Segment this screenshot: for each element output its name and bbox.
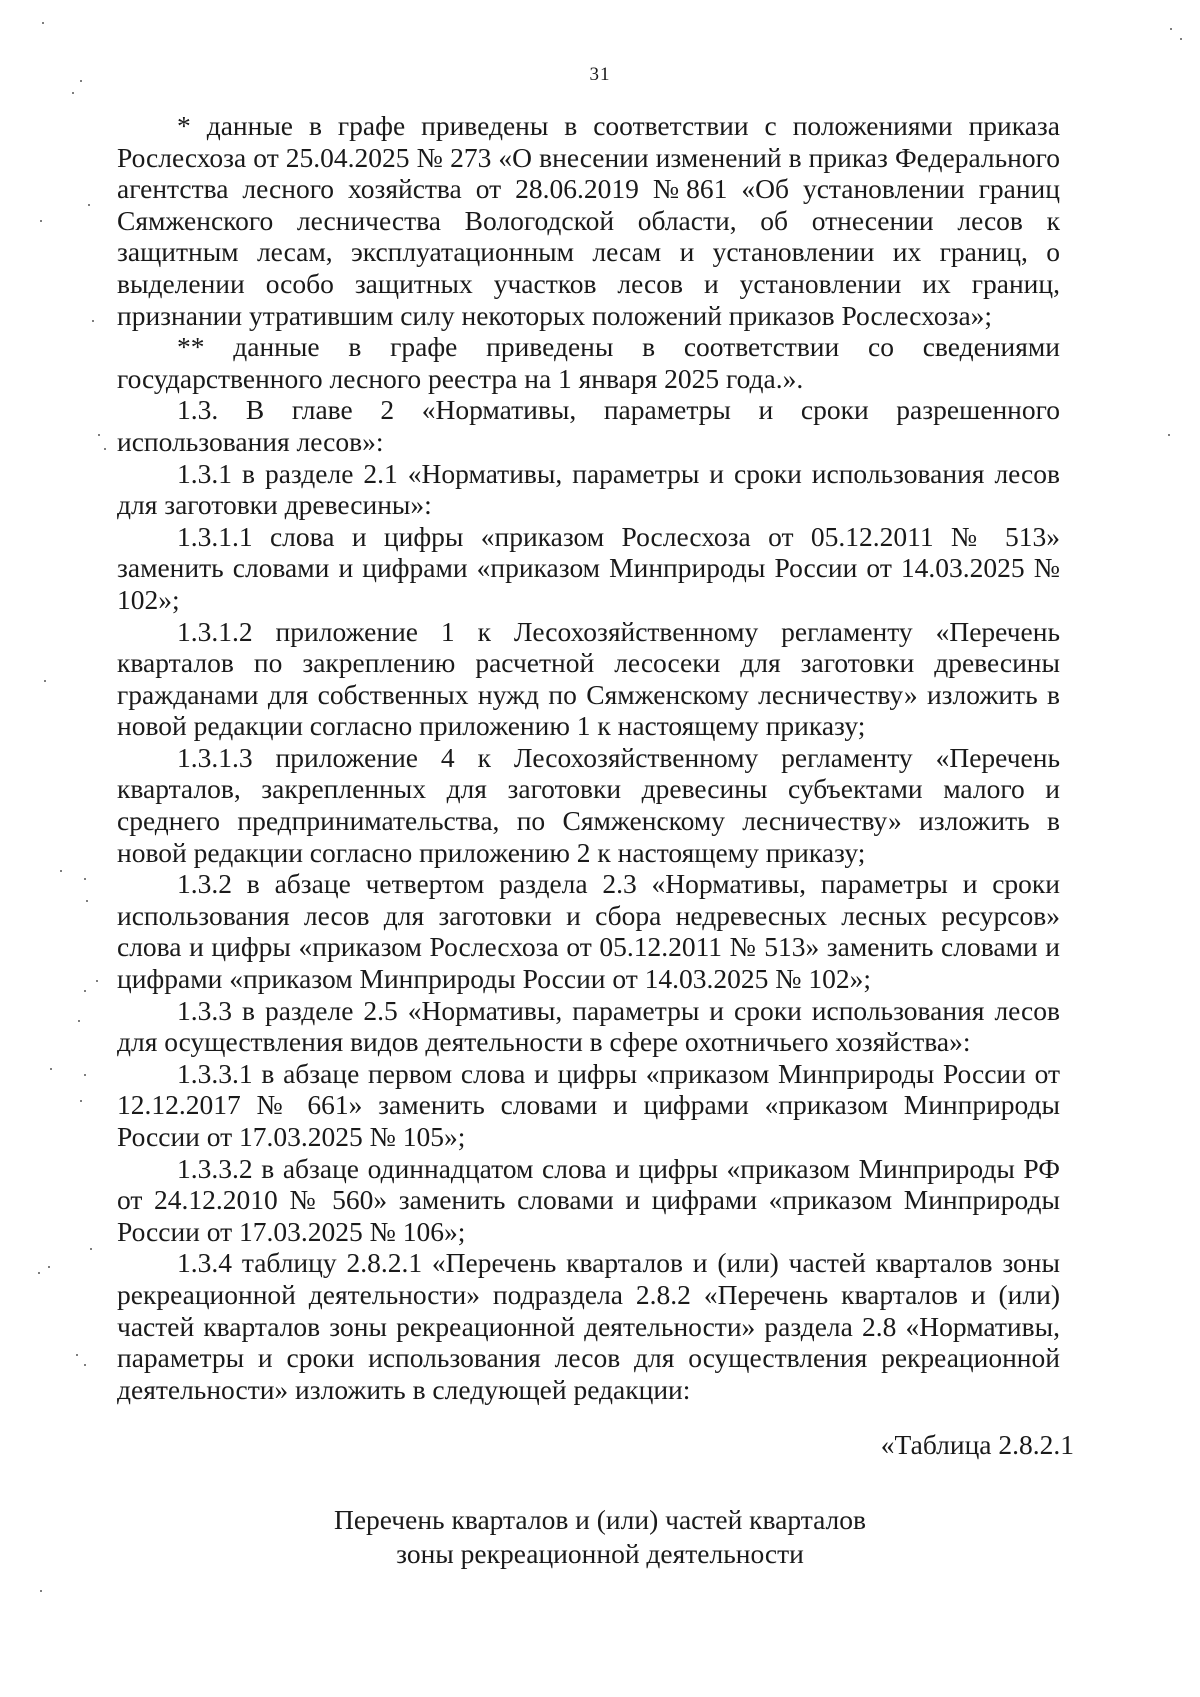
scan-speck (72, 92, 74, 94)
table-label: «Таблица 2.8.2.1 (880, 1429, 1074, 1460)
body-paragraph: 1.3.3.1 в абзаце первом слова и цифры «приказом Минприроды России от 12.12.2017 № 661» заменить словами и цифрами «приказом Минприроды России от 17.03.2025 № 105»; (117, 1057, 1060, 1152)
scan-speck (84, 1364, 86, 1366)
scan-speck (92, 320, 94, 322)
body-paragraph: 1.3.1.3 приложение 4 к Лесохозяйственному регламенту «Перечень кварталов, закрепленных для заготовки древесины субъектами малого и среднего предпринимательства, по Сямженскому лесничеству» изложить в новой редакции согласно приложению 2 к настоящему приказу; (117, 741, 1060, 868)
scan-speck (50, 1068, 52, 1070)
table-title-line: Перечень кварталов и (или) частей кварталов (333, 1504, 867, 1535)
scan-speck (40, 220, 42, 222)
body-paragraph: 1.3. В главе 2 «Нормативы, параметры и сроки разрешенного использования лесов»: (117, 394, 1060, 457)
scan-speck (44, 680, 46, 682)
document-body (117, 110, 1060, 1405)
table-title-line: зоны рекреационной деятельности (396, 1538, 804, 1569)
scan-speck (1180, 38, 1182, 40)
scan-speck (42, 22, 44, 24)
scan-speck (80, 80, 82, 82)
scan-speck (88, 204, 90, 206)
scan-speck (84, 990, 86, 992)
scan-speck (78, 1020, 80, 1022)
scan-speck (1170, 28, 1172, 30)
scan-speck (104, 448, 106, 450)
scan-speck (60, 870, 62, 872)
footnote-paragraph: ** данные в графе приведены в соответствии со сведениями государственного лесного реестра на 1 января 2025 года.». (117, 331, 1060, 394)
body-paragraph: 1.3.3 в разделе 2.5 «Нормативы, параметры и сроки использования лесов для осуществления видов деятельности в сфере охотничьего хозяйства»: (117, 994, 1060, 1058)
footnote-paragraph: * данные в графе приведены в соответствии с положениями приказа Рослесхоза от 25.04.2025 № 273 «О внесении изменений в приказ Федерального агентства лесного хозяйства от 28.06.2019 №861 «Об установлении границ Сямженского лесничества Вологодской области, об отнесении лесов к защитным лесам, эксплуатационным лесам и установлении их границ, о выделении особо защитных участков лесов и установлении их границ, признании утратившим силу некоторых положений приказов Рослесхоза»; (117, 110, 1060, 331)
scan-speck (48, 1266, 50, 1268)
scan-speck (96, 980, 98, 982)
scan-speck (84, 878, 86, 880)
body-paragraph: 1.3.1.2 приложение 1 к Лесохозяйственному регламенту «Перечень кварталов по закреплению расчетной лесосеки для заготовки древесины гражданами для собственных нужд по Сямженскому лесничеству» изложить в новой редакции согласно приложению 1 к настоящему приказу; (117, 615, 1060, 742)
table-title (0, 1503, 1200, 1571)
scan-speck (40, 1590, 42, 1592)
scan-speck (80, 1100, 82, 1102)
body-paragraph: 1.3.1.1 слова и цифры «приказом Рослесхоза от 05.12.2011 № 513» заменить словами и цифрами «приказом Минприроды России от 14.03.2025 № 102»; (117, 520, 1060, 615)
scan-speck (98, 434, 100, 436)
body-paragraph: 1.3.1 в разделе 2.1 «Нормативы, параметры и сроки использования лесов для заготовки древесины»: (117, 457, 1060, 521)
scan-speck (38, 1272, 40, 1274)
scan-speck (1168, 434, 1170, 436)
body-paragraph: 1.3.3.2 в абзаце одиннадцатом слова и цифры «приказом Минприроды РФ от 24.12.2010 № 560» заменить словами и цифрами «приказом Минприроды России от 17.03.2025 № 106»; (117, 1152, 1060, 1247)
body-paragraph: 1.3.2 в абзаце четвертом раздела 2.3 «Нормативы, параметры и сроки использования лесов для заготовки и сбора недревесных лесных ресурсов» слова и цифры «приказом Рослесхоза от 05.12.2011 № 513» заменить словами и цифрами «приказом Минприроды России от 14.03.2025 № 102»; (117, 868, 1060, 995)
scan-speck (86, 900, 88, 902)
scan-speck (84, 1074, 86, 1076)
scan-speck (90, 1248, 92, 1250)
body-paragraph: 1.3.4 таблицу 2.8.2.1 «Перечень кварталов и (или) частей кварталов зоны рекреационной деятельности» подраздела 2.8.2 «Перечень кварталов и (или) частей кварталов зоны рекреационной деятельности» раздела 2.8 «Нормативы, параметры и сроки использования лесов для осуществления рекреационной деятельности» изложить в следующей редакции: (117, 1247, 1060, 1405)
page-number: 31 (589, 64, 611, 85)
scan-speck (76, 1354, 78, 1356)
